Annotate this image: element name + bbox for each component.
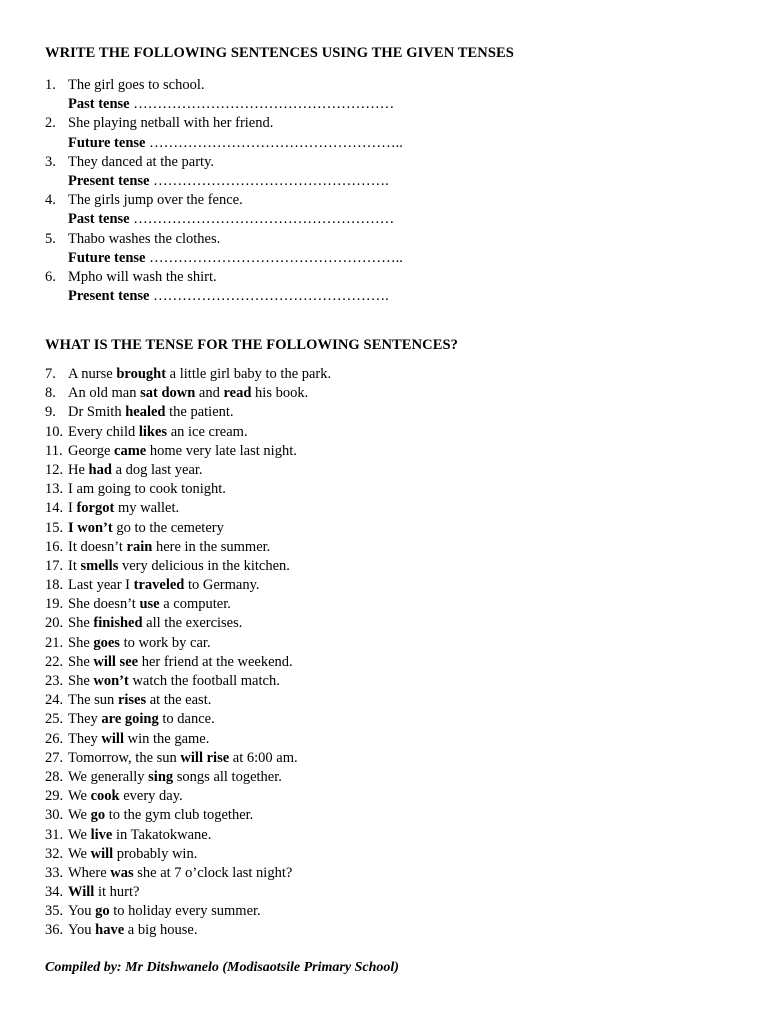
item-number: 10. bbox=[45, 423, 64, 440]
item-number: 31. bbox=[45, 826, 64, 843]
sentence-text: go to the cemetery bbox=[112, 519, 224, 536]
sentence-text: We bbox=[68, 845, 91, 862]
verb-highlight: I won’t bbox=[68, 519, 113, 536]
sentence-text: to dance. bbox=[158, 711, 215, 728]
item-number: 27. bbox=[45, 749, 64, 766]
sentence-item bbox=[45, 365, 725, 384]
verb-highlight: use bbox=[139, 596, 160, 613]
sentence-text: her friend at the weekend. bbox=[138, 653, 293, 670]
verb-highlight: read bbox=[223, 385, 252, 402]
tense-label: Past tense bbox=[68, 211, 130, 228]
sentence-item bbox=[45, 921, 725, 940]
tense-label: Future tense bbox=[68, 134, 146, 151]
sentence-text: at the east. bbox=[146, 692, 212, 709]
item-sentence bbox=[68, 845, 197, 864]
item-sentence bbox=[68, 691, 211, 710]
sentence-text: every day. bbox=[119, 788, 183, 805]
tense-answer-line bbox=[45, 249, 725, 268]
item-number: 9. bbox=[45, 404, 56, 421]
answer-blank[interactable]: …………………………………………….. bbox=[149, 134, 403, 151]
item-number: 28. bbox=[45, 768, 64, 785]
tense-answer-line bbox=[45, 134, 725, 153]
item-sentence: The girl goes to school. bbox=[68, 77, 205, 93]
item-sentence bbox=[68, 442, 297, 461]
item-sentence: They danced at the party. bbox=[68, 153, 215, 170]
verb-highlight: cook bbox=[90, 788, 120, 805]
sentence-text: a little girl baby to the park. bbox=[166, 366, 332, 382]
item-number: 8. bbox=[45, 385, 56, 402]
answer-blank[interactable]: ……………………………………………… bbox=[133, 96, 395, 113]
verb-highlight: rain bbox=[126, 538, 153, 555]
exercise-item bbox=[45, 76, 725, 95]
sentence-text: Last year I bbox=[68, 577, 134, 594]
item-number: 13. bbox=[45, 481, 64, 498]
sentence-item bbox=[45, 519, 725, 538]
sentence-item bbox=[45, 614, 725, 633]
item-sentence: Thabo washes the clothes. bbox=[68, 230, 221, 247]
section1-heading: WRITE THE FOLLOWING SENTENCES USING THE GIVEN TENSES bbox=[45, 45, 514, 61]
sentence-text: A nurse bbox=[68, 366, 117, 382]
item-number: 4. bbox=[45, 192, 56, 209]
sentence-text: You bbox=[68, 922, 96, 939]
sentence-item bbox=[45, 423, 725, 442]
sentence-text: here in the summer. bbox=[152, 538, 271, 555]
verb-highlight: are going bbox=[101, 711, 159, 728]
verb-highlight: won’t bbox=[93, 673, 129, 689]
sentence-text: We bbox=[68, 788, 91, 805]
verb-highlight: came bbox=[114, 442, 147, 459]
item-sentence bbox=[68, 768, 282, 787]
verb-highlight: go bbox=[95, 903, 110, 920]
sentence-text: and bbox=[195, 385, 224, 402]
tense-label: Future tense bbox=[68, 249, 146, 266]
exercise-item bbox=[45, 191, 725, 210]
sentence-text: It doesn’t bbox=[68, 538, 127, 555]
item-number: 11. bbox=[45, 442, 63, 459]
sentence-item bbox=[45, 653, 725, 672]
sentence-text: We bbox=[68, 826, 91, 843]
section1-list bbox=[45, 76, 725, 306]
sentence-text: Every child bbox=[68, 423, 139, 440]
sentence-item bbox=[45, 845, 725, 864]
sentence-text: all the exercises. bbox=[142, 615, 243, 632]
item-sentence bbox=[68, 902, 261, 921]
sentence-item bbox=[45, 691, 725, 710]
answer-blank[interactable]: …………………………………………. bbox=[153, 172, 389, 189]
verb-highlight: finished bbox=[93, 615, 143, 632]
sentence-text: a big house. bbox=[124, 922, 198, 939]
item-number: 30. bbox=[45, 807, 64, 824]
sentence-item bbox=[45, 384, 725, 403]
item-sentence bbox=[68, 653, 293, 672]
sentence-text: They bbox=[68, 711, 102, 728]
verb-highlight: Will bbox=[68, 884, 95, 901]
section2-heading: WHAT IS THE TENSE FOR THE FOLLOWING SENTENCES? bbox=[45, 337, 459, 353]
sentence-text: He bbox=[68, 461, 89, 478]
tense-label: Present tense bbox=[68, 288, 150, 305]
item-number: 20. bbox=[45, 615, 64, 632]
exercise-item bbox=[45, 268, 725, 287]
sentence-text: watch the football match. bbox=[128, 673, 280, 689]
sentence-item bbox=[45, 749, 725, 768]
sentence-text: She bbox=[68, 673, 94, 689]
sentence-text: They bbox=[68, 730, 102, 747]
tense-answer-line bbox=[45, 287, 725, 306]
sentence-text: It bbox=[68, 557, 81, 574]
item-number: 32. bbox=[45, 845, 64, 862]
sentence-item bbox=[45, 403, 725, 422]
section2-list bbox=[45, 365, 725, 941]
sentence-text: at 6:00 am. bbox=[229, 749, 298, 766]
sentence-item bbox=[45, 902, 725, 921]
sentence-text: to holiday every summer. bbox=[109, 903, 261, 920]
sentence-text: his book. bbox=[251, 385, 309, 402]
sentence-text: very delicious in the kitchen. bbox=[118, 557, 290, 574]
sentence-text: home very late last night. bbox=[146, 442, 297, 459]
item-sentence bbox=[68, 499, 179, 518]
sentence-text: she at 7 o’clock last night? bbox=[133, 864, 293, 881]
item-sentence bbox=[68, 595, 231, 614]
sentence-text: an ice cream. bbox=[167, 423, 248, 440]
sentence-item bbox=[45, 672, 725, 691]
verb-highlight: have bbox=[95, 922, 125, 939]
sentence-text: An old man bbox=[68, 385, 141, 402]
item-sentence bbox=[68, 672, 280, 691]
sentence-text: in Takatokwane. bbox=[112, 826, 212, 843]
sentence-item bbox=[45, 710, 725, 729]
verb-highlight: sing bbox=[148, 768, 174, 785]
tense-label: Past tense bbox=[68, 96, 130, 113]
answer-blank[interactable]: ……………………………………………… bbox=[133, 211, 395, 228]
item-number: 26. bbox=[45, 730, 64, 747]
item-sentence bbox=[68, 403, 234, 422]
item-number: 14. bbox=[45, 500, 64, 517]
item-sentence bbox=[68, 614, 242, 633]
compiled-by-footer: Compiled by: Mr Ditshwanelo (Modisaotsile Primary School) bbox=[45, 960, 399, 975]
sentence-text: a computer. bbox=[159, 596, 231, 613]
exercise-item bbox=[45, 153, 725, 172]
tense-label: Present tense bbox=[68, 172, 150, 189]
sentence-item bbox=[45, 557, 725, 576]
item-sentence bbox=[68, 749, 298, 768]
verb-highlight: will bbox=[101, 730, 124, 747]
item-number: 29. bbox=[45, 788, 64, 805]
sentence-item bbox=[45, 634, 725, 653]
verb-highlight: was bbox=[110, 864, 134, 881]
sentence-text: The sun bbox=[68, 692, 118, 709]
sentence-text: to the gym club together. bbox=[105, 807, 254, 824]
sentence-text: Dr Smith bbox=[68, 404, 126, 421]
item-number: 2. bbox=[45, 115, 56, 132]
tense-answer-line bbox=[45, 95, 725, 114]
item-sentence bbox=[68, 461, 203, 480]
verb-highlight: goes bbox=[93, 634, 120, 651]
item-number: 6. bbox=[45, 268, 56, 285]
answer-blank[interactable]: …………………………………………. bbox=[153, 288, 389, 305]
item-number: 25. bbox=[45, 711, 64, 728]
sentence-item bbox=[45, 538, 725, 557]
item-number: 22. bbox=[45, 653, 64, 670]
item-number: 7. bbox=[45, 366, 56, 382]
verb-highlight: had bbox=[88, 461, 112, 478]
sentence-item bbox=[45, 499, 725, 518]
sentence-text: my wallet. bbox=[114, 500, 180, 517]
item-sentence bbox=[68, 826, 211, 845]
item-number: 15. bbox=[45, 519, 64, 536]
sentence-text: the patient. bbox=[165, 404, 234, 421]
sentence-text: win the game. bbox=[123, 730, 210, 747]
item-number: 35. bbox=[45, 903, 64, 920]
item-sentence bbox=[68, 710, 215, 729]
sentence-text: She doesn’t bbox=[68, 596, 140, 613]
item-number: 3. bbox=[45, 153, 56, 170]
verb-highlight: forgot bbox=[76, 500, 115, 517]
sentence-text: George bbox=[68, 442, 115, 459]
sentence-text: We bbox=[68, 807, 91, 824]
answer-blank[interactable]: …………………………………………….. bbox=[149, 249, 403, 266]
item-number: 33. bbox=[45, 864, 64, 881]
sentence-text: songs all together. bbox=[173, 768, 282, 785]
sentence-text: I am going to cook tonight. bbox=[68, 481, 226, 498]
item-sentence: The girls jump over the fence. bbox=[68, 192, 243, 209]
sentence-text: a dog last year. bbox=[111, 461, 203, 478]
item-sentence bbox=[68, 806, 253, 825]
exercise-item bbox=[45, 114, 725, 133]
sentence-text: to work by car. bbox=[119, 634, 211, 651]
item-sentence bbox=[68, 557, 290, 576]
sentence-item bbox=[45, 806, 725, 825]
sentence-item bbox=[45, 864, 725, 883]
item-sentence bbox=[68, 538, 270, 557]
sentence-text: You bbox=[68, 903, 96, 920]
verb-highlight: go bbox=[90, 807, 106, 824]
item-number: 18. bbox=[45, 577, 64, 594]
verb-highlight: sat down bbox=[140, 385, 196, 402]
verb-highlight: smells bbox=[80, 557, 119, 574]
item-sentence bbox=[68, 480, 226, 499]
item-number: 36. bbox=[45, 922, 64, 939]
verb-highlight: will rise bbox=[180, 749, 230, 766]
sentence-item bbox=[45, 461, 725, 480]
sentence-text: probably win. bbox=[113, 845, 198, 862]
verb-highlight: traveled bbox=[133, 577, 185, 594]
item-sentence bbox=[68, 519, 224, 538]
sentence-item bbox=[45, 595, 725, 614]
sentence-text: She bbox=[68, 634, 94, 651]
item-sentence bbox=[68, 365, 331, 384]
item-number: 24. bbox=[45, 692, 64, 709]
item-sentence bbox=[68, 883, 139, 902]
verb-highlight: will bbox=[90, 845, 114, 862]
item-sentence: She playing netball with her friend. bbox=[68, 115, 274, 132]
sentence-item bbox=[45, 768, 725, 787]
sentence-text: Where bbox=[68, 864, 111, 881]
item-number: 12. bbox=[45, 461, 64, 478]
sentence-item bbox=[45, 883, 725, 902]
item-number: 1. bbox=[45, 77, 56, 93]
item-sentence bbox=[68, 787, 183, 806]
sentence-text: We generally bbox=[68, 768, 149, 785]
verb-highlight: likes bbox=[138, 423, 168, 440]
sentence-text: to Germany. bbox=[184, 577, 260, 594]
item-sentence bbox=[68, 921, 197, 940]
sentence-text: I bbox=[68, 500, 77, 517]
verb-highlight: brought bbox=[116, 366, 167, 382]
item-sentence bbox=[68, 384, 308, 403]
item-sentence bbox=[68, 730, 209, 749]
item-number: 17. bbox=[45, 557, 64, 574]
sentence-text: She bbox=[68, 615, 94, 632]
item-sentence bbox=[68, 576, 260, 595]
exercise-item bbox=[45, 230, 725, 249]
sentence-item bbox=[45, 576, 725, 595]
sentence-item bbox=[45, 480, 725, 499]
sentence-item bbox=[45, 826, 725, 845]
sentence-text: Tomorrow, the sun bbox=[68, 749, 181, 766]
item-number: 23. bbox=[45, 673, 64, 689]
tense-answer-line bbox=[45, 172, 725, 191]
verb-highlight: healed bbox=[125, 404, 166, 421]
item-number: 16. bbox=[45, 538, 64, 555]
verb-highlight: rises bbox=[117, 692, 147, 709]
sentence-text: it hurt? bbox=[94, 884, 140, 901]
item-sentence bbox=[68, 864, 292, 883]
sentence-item bbox=[45, 730, 725, 749]
verb-highlight: will see bbox=[93, 653, 139, 670]
item-number: 34. bbox=[45, 884, 64, 901]
item-sentence: Mpho will wash the shirt. bbox=[68, 268, 217, 285]
item-sentence bbox=[68, 634, 211, 653]
item-number: 19. bbox=[45, 596, 64, 613]
item-sentence bbox=[68, 423, 248, 442]
verb-highlight: live bbox=[90, 826, 113, 843]
item-number: 5. bbox=[45, 230, 56, 247]
tense-answer-line bbox=[45, 210, 725, 229]
sentence-text: She bbox=[68, 653, 94, 670]
item-number: 21. bbox=[45, 634, 64, 651]
sentence-item bbox=[45, 442, 725, 461]
sentence-item bbox=[45, 787, 725, 806]
